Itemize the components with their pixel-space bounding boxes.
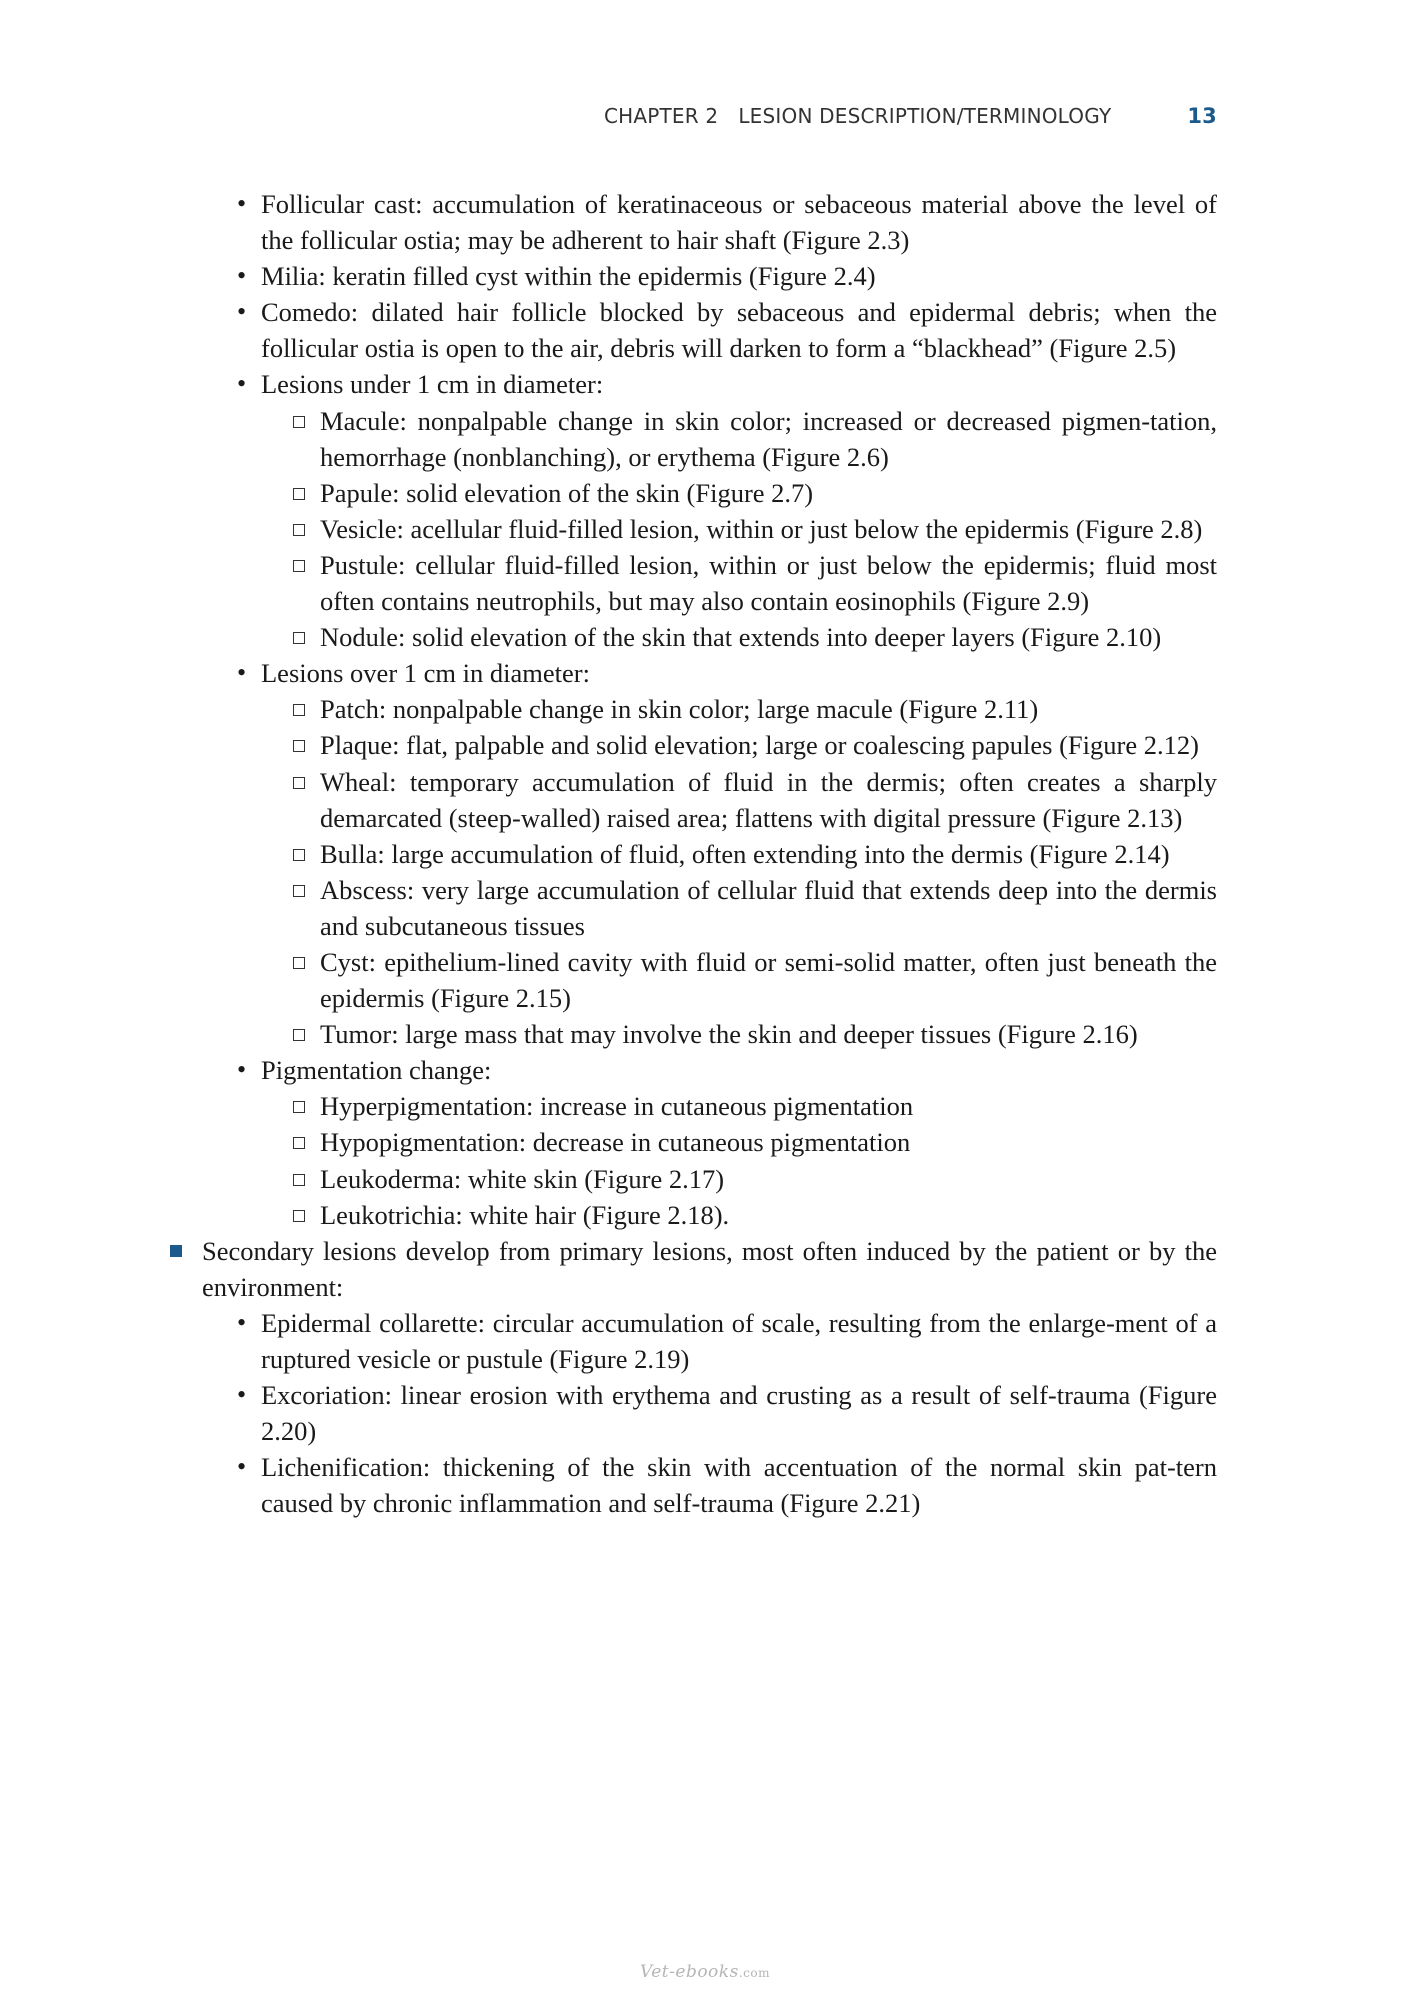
section-item xyxy=(160,1233,1217,1305)
item-text: Wheal: temporary accumulation of fluid in the dermis; often creates a sharply demarcated (steep-walled) raised area; flattens with digital pressure (Figure 2.13) xyxy=(320,766,1217,833)
sub-list-item xyxy=(160,836,1217,872)
checkbox-bullet-icon xyxy=(293,1029,305,1041)
checkbox-bullet-icon xyxy=(293,416,305,428)
item-text: Plaque: flat, palpable and solid elevation; large or coalescing papules (Figure 2.12) xyxy=(320,730,1199,761)
list-item xyxy=(160,186,1217,258)
sub-list-item xyxy=(160,944,1217,1016)
item-text: Hyperpigmentation: increase in cutaneous pigmentation xyxy=(320,1091,914,1122)
item-text: Vesicle: acellular fluid-filled lesion, within or just below the epidermis (Figure 2.8) xyxy=(320,513,1203,544)
square-bullet-icon xyxy=(170,1245,182,1257)
checkbox-bullet-icon xyxy=(293,1101,305,1113)
sub-list-item xyxy=(160,1197,1217,1233)
item-text: Leukoderma: white skin (Figure 2.17) xyxy=(320,1163,725,1194)
item-text: Milia: keratin filled cyst within the epidermis (Figure 2.4) xyxy=(261,261,876,292)
watermark-logo xyxy=(630,1962,780,1982)
sub-list-item xyxy=(160,1161,1217,1197)
sub-list-item xyxy=(160,511,1217,547)
bullet-icon: • xyxy=(237,658,247,688)
item-text: Abscess: very large accumulation of cellular fluid that extends deep into the dermis and subcutaneous tissues xyxy=(320,874,1217,941)
bullet-icon: • xyxy=(237,369,247,399)
item-text: Lichenification: thickening of the skin with accentuation of the normal skin pat-tern caused by chronic inflammation and self-trauma (Figure 2.21) xyxy=(261,1452,1217,1519)
checkbox-bullet-icon xyxy=(293,885,305,897)
checkbox-bullet-icon xyxy=(293,777,305,789)
checkbox-bullet-icon xyxy=(293,488,305,500)
sub-list-item xyxy=(160,1088,1217,1124)
list-item xyxy=(160,258,1217,294)
sub-list-item xyxy=(160,475,1217,511)
sub-list-item xyxy=(160,547,1217,619)
under-1cm-list xyxy=(261,403,1217,656)
checkbox-bullet-icon xyxy=(293,524,305,536)
item-text: Hypopigmentation: decrease in cutaneous pigmentation xyxy=(320,1127,911,1158)
list-item xyxy=(160,1305,1217,1377)
secondary-lesion-section xyxy=(160,1233,1217,1305)
item-text: Macule: nonpalpable change in skin color; increased or decreased pigmen-tation, hemorrhage (nonblanching), or erythema (Figure 2.6) xyxy=(320,405,1217,472)
item-text: Lesions over 1 cm in diameter: xyxy=(261,658,590,689)
checkbox-bullet-icon xyxy=(293,740,305,752)
watermark-text: Vet-ebooks xyxy=(640,1962,739,1982)
sub-list-item xyxy=(160,872,1217,944)
checkbox-bullet-icon xyxy=(293,1210,305,1222)
over-1cm-list xyxy=(261,691,1217,1052)
item-text: Papule: solid elevation of the skin (Figure 2.7) xyxy=(320,477,814,508)
item-text: Pustule: cellular fluid-filled lesion, within or just below the epidermis; fluid most often contains neutrophils, but may also contain eosinophils (Figure 2.9) xyxy=(320,549,1217,617)
checkbox-bullet-icon xyxy=(293,560,305,572)
list-item xyxy=(160,1052,1217,1232)
list-item xyxy=(160,1449,1217,1521)
sub-list-item xyxy=(160,403,1217,475)
sub-list-item xyxy=(160,764,1217,836)
sub-list-item xyxy=(160,691,1217,727)
list-item xyxy=(160,366,1217,655)
item-text: Epidermal collarette: circular accumulation of scale, resulting from the enlarge-ment of a ruptured vesicle or pustule (Figure 2.19) xyxy=(261,1307,1217,1374)
primary-lesion-list xyxy=(160,186,1217,1233)
watermark-domain: .com xyxy=(738,1966,770,1980)
bullet-icon: • xyxy=(237,297,247,327)
item-text: Patch: nonpalpable change in skin color; large macule (Figure 2.11) xyxy=(320,694,1039,725)
checkbox-bullet-icon xyxy=(293,632,305,644)
item-text: Cyst: epithelium-lined cavity with fluid or semi-solid matter, often just beneath the epidermis (Figure 2.15) xyxy=(320,946,1217,1014)
item-text: Comedo: dilated hair follicle blocked by sebaceous and epidermal debris; when the follicular ostia is open to the air, debris will darken to form a “blackhead” (Figure 2.5) xyxy=(261,297,1217,364)
chapter-title: LESION DESCRIPTION/TERMINOLOGY xyxy=(738,104,1112,128)
checkbox-bullet-icon xyxy=(293,704,305,716)
checkbox-bullet-icon xyxy=(293,957,305,969)
sub-list-item xyxy=(160,1016,1217,1052)
list-item xyxy=(160,294,1217,366)
secondary-lesion-list xyxy=(160,1305,1217,1522)
bullet-icon: • xyxy=(237,1380,247,1410)
item-text: Nodule: solid elevation of the skin that extends into deeper layers (Figure 2.10) xyxy=(320,622,1162,653)
checkbox-bullet-icon xyxy=(293,849,305,861)
item-text: Excoriation: linear erosion with erythema and crusting as a result of self-trauma (Figure 2.20) xyxy=(261,1380,1217,1447)
sub-list-item xyxy=(160,619,1217,655)
bullet-icon: • xyxy=(237,1055,247,1085)
bullet-icon: • xyxy=(237,261,247,291)
item-text: Pigmentation change: xyxy=(261,1055,492,1086)
list-item xyxy=(160,655,1217,1052)
bullet-icon: • xyxy=(237,1452,247,1482)
item-text: Tumor: large mass that may involve the skin and deeper tissues (Figure 2.16) xyxy=(320,1019,1138,1050)
checkbox-bullet-icon xyxy=(293,1174,305,1186)
item-text: Leukotrichia: white hair (Figure 2.18). xyxy=(320,1199,730,1230)
chapter-label: CHAPTER 2 xyxy=(603,104,719,128)
body-text xyxy=(160,186,1217,1521)
bullet-icon: • xyxy=(237,1307,247,1337)
sub-list-item xyxy=(160,1124,1217,1160)
item-text: Secondary lesions develop from primary lesions, most often induced by the patient or by the environment: xyxy=(202,1235,1217,1302)
bullet-icon: • xyxy=(237,189,247,218)
list-item xyxy=(160,1377,1217,1449)
item-text: Bulla: large accumulation of fluid, often extending into the dermis (Figure 2.14) xyxy=(320,838,1170,869)
page-number: 13 xyxy=(1187,104,1217,128)
sub-list-item xyxy=(160,727,1217,763)
item-text: Follicular cast: accumulation of keratinaceous or sebaceous material above the level of the follicular ostia; may be adherent to hair shaft (Figure 2.3) xyxy=(261,189,1217,256)
checkbox-bullet-icon xyxy=(293,1137,305,1149)
item-text: Lesions under 1 cm in diameter: xyxy=(261,369,604,400)
running-head xyxy=(600,104,1217,128)
pigmentation-list xyxy=(261,1088,1217,1232)
